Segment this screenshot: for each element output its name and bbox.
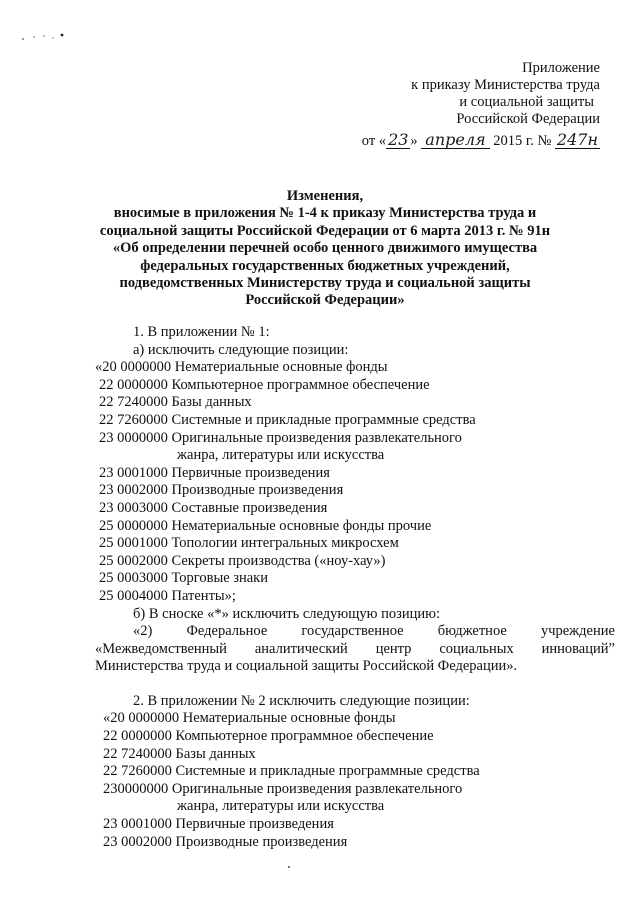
date-mid: » [410, 133, 418, 149]
document-title [90, 188, 560, 310]
appendix-line: к приказу Министерства труда [411, 77, 600, 93]
section-gap [95, 676, 615, 693]
list-item: 22 7240000 Базы данных [99, 394, 252, 411]
list-item: 23 0003000 Составные произведения [99, 499, 328, 516]
section2-heading: 2. В приложении № 2 исключить следующие позиции: [133, 692, 470, 709]
footnote-word: аналитический [254, 640, 348, 657]
list-item: 25 0003000 Торговые знаки [99, 570, 268, 587]
appendix-block [340, 60, 600, 150]
appendix-line: и социальной защиты [459, 94, 594, 110]
list-item: 23 0001000 Первичные произведения [103, 816, 334, 833]
list-item: 230000000 Оригинальные произведения развлекательного [103, 780, 463, 797]
appendix-line: Российской Федерации [456, 111, 600, 127]
footnote-word: бюджетное [437, 623, 507, 640]
scan-specks [20, 30, 80, 44]
list-item: 25 0004000 Патенты»; [99, 587, 236, 604]
list-item: 25 0000000 Нематериальные основные фонды прочие [99, 517, 432, 534]
title-line: федеральных государственных бюджетных учреждений, [140, 257, 510, 274]
date-year: 2015 г. № [493, 133, 552, 149]
title-line: «Об определении перечней особо ценного движимого имущества [112, 240, 538, 257]
title-line: Изменения, [286, 188, 364, 204]
footnote-word: центр [375, 640, 412, 657]
list-item-continuation: жанра, литературы или искусства [177, 447, 385, 464]
date-prefix: от « [361, 133, 387, 149]
document-body [95, 324, 615, 851]
list-item: 25 0002000 Секреты производства («ноу-хау») [99, 552, 386, 569]
title-line: подведомственных Министерству труда и социальной защиты [119, 275, 531, 292]
list-item: 23 0001000 Первичные произведения [99, 464, 330, 481]
list-item: 23 0000000 Оригинальные произведения развлекательного [99, 429, 462, 446]
handwritten-order-number: 247н [556, 130, 598, 149]
footnote-word: социальных [439, 640, 514, 657]
list-item: «20 0000000 Нематериальные основные фонды [103, 710, 396, 727]
footnote-line [95, 641, 615, 659]
footnote-word: государственное [301, 623, 404, 640]
list-item-continuation: жанра, литературы или искусства [177, 798, 385, 815]
list-item: 22 7260000 Системные и прикладные программные средства [99, 411, 476, 428]
footnote-word: инновацийˮ [541, 640, 615, 657]
handwritten-day: 23 [388, 130, 409, 149]
footnote-line: Министерства труда и социальной защиты Российской Федерации». [95, 658, 518, 675]
footnote-word: учреждение [540, 623, 615, 640]
section1-sub-b: б) В сноске «*» исключить следующую позицию: [133, 605, 440, 622]
handwritten-month: апреля [421, 131, 489, 149]
list-item: 22 0000000 Компьютерное программное обеспечение [103, 728, 434, 745]
section1-heading: 1. В приложении № 1: [133, 324, 270, 340]
list-item: «20 0000000 Нематериальные основные фонды [95, 359, 388, 376]
footnote-word: «Межведомственный [95, 640, 227, 657]
title-line: социальной защиты Российской Федерации от 6 марта 2013 г. № 91н [99, 222, 551, 239]
list-item: 25 0001000 Топологии интегральных микросхем [99, 535, 399, 552]
section1-sub-a: а) исключить следующие позиции: [133, 341, 349, 358]
order-dateline [340, 131, 600, 150]
title-line: Российской Федерации» [245, 292, 405, 309]
list-item: 22 7260000 Системные и прикладные программные средства [103, 763, 480, 780]
title-line: вносимые в приложения № 1-4 к приказу Министерства труда и [113, 205, 537, 222]
footnote-word: Федеральное [186, 623, 268, 640]
list-item: 22 0000000 Компьютерное программное обеспечение [99, 376, 430, 393]
scan-speck [288, 866, 290, 868]
footnote-line [95, 623, 615, 641]
list-item: 22 7240000 Базы данных [103, 745, 256, 762]
footnote-word: «2) [133, 623, 153, 640]
list-item: 23 0002000 Производные произведения [99, 482, 344, 499]
list-item: 23 0002000 Производные произведения [103, 833, 348, 850]
appendix-line: Приложение [522, 60, 600, 76]
